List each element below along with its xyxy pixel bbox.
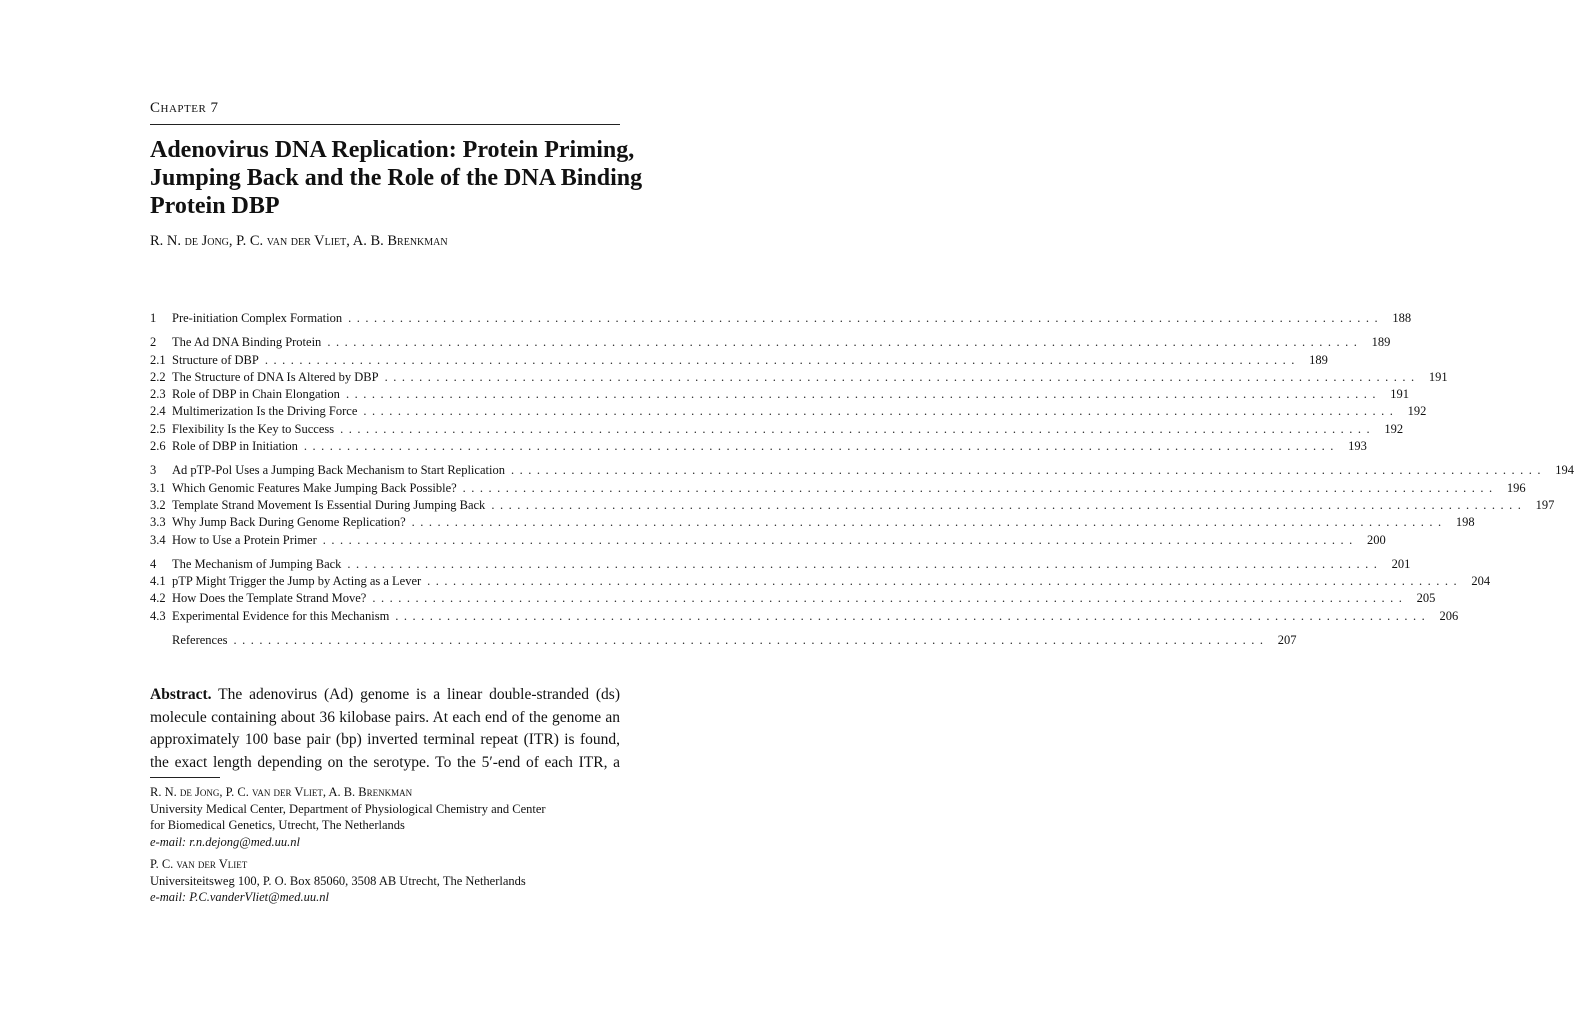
toc-entry-page: 197 (1535, 497, 1555, 512)
toc-entry[interactable] (150, 334, 1391, 351)
toc-entry[interactable] (150, 573, 1491, 590)
toc-entry-page: 191 (1390, 387, 1409, 402)
toc-entry-title: How Does the Template Strand Move? (172, 591, 367, 606)
affiliation-line: for Biomedical Genetics, Utrecht, The Netherlands (150, 818, 405, 832)
toc-entry[interactable] (150, 369, 1448, 386)
toc-entry-title: Role of DBP in Initiation (172, 439, 298, 454)
author-list: R. N. de Jong, P. C. van der Vliet, A. B. Brenkman (150, 233, 448, 249)
toc-entry-number: 2.5 (150, 421, 166, 436)
toc-entry-page: 196 (1506, 480, 1526, 495)
toc-leader-dots: ........................................................................................................................ (327, 335, 1363, 350)
toc-entry[interactable] (150, 480, 1526, 497)
toc-entry-title: Ad pTP-Pol Uses a Jumping Back Mechanism to Start Replication (172, 463, 505, 478)
toc-entry[interactable] (150, 497, 1555, 514)
toc-section (150, 334, 1448, 455)
chapter-label: Chapter 7 (150, 100, 219, 116)
toc-entry-page: 207 (1277, 633, 1297, 648)
abstract-line: molecule containing about 36 kilobase pairs. At each end of the genome an (150, 708, 620, 726)
abstract-line: approximately 100 base pair (bp) inverted terminal repeat (ITR) is found, (150, 731, 620, 748)
toc-entry-number: 3.3 (150, 515, 166, 530)
toc-leader-dots: ........................................................................................................................ (384, 369, 1420, 384)
toc-entry-page: 188 (1392, 311, 1412, 325)
toc-entry-title: Pre-initiation Complex Formation (172, 311, 343, 325)
footnote-rule (150, 777, 220, 778)
toc-entry-page: 201 (1391, 556, 1411, 571)
toc-entry-title: References (172, 633, 228, 648)
toc-leader-dots: ........................................................................................................................ (264, 352, 1300, 367)
toc-leader-dots: ........................................................................................................................ (233, 633, 1269, 648)
abstract (150, 684, 620, 774)
affiliation-names: P. C. van der Vliet (150, 857, 248, 871)
affiliation-line: University Medical Center, Department of Physiological Chemistry and Center (150, 801, 546, 816)
toc-entry-title: Role of DBP in Chain Elongation (172, 387, 340, 402)
toc-leader-dots: ........................................................................................................................ (491, 497, 1527, 512)
toc-entry-number: 2 (150, 335, 157, 350)
toc-entry-title: Experimental Evidence for this Mechanism (172, 608, 390, 623)
toc-entry-page: 200 (1367, 532, 1386, 547)
abstract-line: Abstract. The adenovirus (Ad) genome is a linear double-stranded (ds) (150, 686, 620, 703)
toc-entry-title: Which Genomic Features Make Jumping Back Possible? (172, 480, 457, 495)
email-address[interactable]: P.C.vanderVliet@med.uu.nl (189, 890, 329, 904)
title-line: Adenovirus DNA Replication: Protein Priming, (150, 137, 635, 163)
toc-entry-title: pTP Might Trigger the Jump by Acting as a Lever (172, 574, 422, 589)
toc-entry-number: 3 (150, 463, 157, 478)
toc-entry-number: 2.6 (150, 439, 166, 454)
toc-leader-dots: ........................................................................................................................ (322, 532, 1358, 547)
toc-entry[interactable] (150, 403, 1427, 420)
toc-leader-dots: ........................................................................................................................ (462, 480, 1498, 495)
toc-section (150, 462, 1574, 548)
email-line: e-mail: P.C.vanderVliet@med.uu.nl (150, 890, 329, 904)
author-affiliations (150, 784, 620, 912)
toc-entry-number: 4.1 (150, 574, 166, 589)
toc-entry-title: Structure of DBP (172, 352, 259, 367)
toc-leader-dots: ........................................................................................................................ (347, 556, 1383, 571)
affiliation-block (150, 784, 620, 850)
affiliation-names: R. N. de Jong, P. C. van der Vliet, A. B. Brenkman (150, 785, 413, 799)
toc-entry[interactable] (150, 532, 1386, 549)
toc-leader-dots: ........................................................................................................................ (345, 387, 1381, 402)
toc-entry-title: Multimerization Is the Driving Force (172, 404, 358, 419)
toc-entry-number: 1 (150, 311, 157, 325)
toc-entry[interactable] (150, 438, 1367, 455)
toc-entry-title: The Structure of DNA Is Altered by DBP (172, 369, 379, 384)
toc-entry-page: 193 (1348, 439, 1367, 454)
toc-section (150, 310, 1412, 327)
toc-entry-page: 192 (1407, 404, 1427, 419)
affiliation-block (150, 856, 620, 906)
toc-section (150, 556, 1491, 625)
toc-entry-page: 206 (1439, 608, 1459, 623)
toc-entry[interactable] (150, 556, 1411, 573)
toc-entry-title: The Ad DNA Binding Protein (172, 335, 322, 350)
toc-entry[interactable] (150, 632, 1297, 649)
toc-entry-page: 191 (1428, 369, 1448, 384)
toc-entry-title: Flexibility Is the Key to Success (172, 421, 335, 436)
toc-entry-number: 3.2 (150, 497, 166, 512)
toc-entry[interactable] (150, 590, 1436, 607)
title-line: Protein DBP (150, 193, 280, 219)
chapter-title (150, 136, 643, 220)
toc-leader-dots: ........................................................................................................................ (395, 608, 1431, 623)
toc-entry[interactable] (150, 310, 1412, 327)
toc-entry-number: 4 (150, 556, 157, 571)
toc-entry-number: 2.3 (150, 387, 166, 402)
toc-leader-dots: ........................................................................................................................ (363, 404, 1399, 419)
toc-leader-dots: ........................................................................................................................ (427, 574, 1463, 589)
table-of-contents (150, 310, 1574, 656)
toc-entry-number: 3.1 (150, 480, 166, 495)
toc-leader-dots: ........................................................................................................................ (372, 591, 1408, 606)
abstract-line: the exact length depending on the serotype. To the 5′-end of each ITR, a (150, 753, 620, 771)
abstract-label: Abstract. (150, 686, 212, 703)
toc-entry-page: 198 (1455, 515, 1475, 530)
title-line: Jumping Back and the Role of the DNA Binding (150, 165, 643, 191)
toc-entry-number: 3.4 (150, 532, 166, 547)
email-address[interactable]: r.n.dejong@med.uu.nl (189, 834, 301, 849)
toc-entry-page: 204 (1471, 574, 1491, 589)
toc-entry-page: 194 (1555, 463, 1574, 478)
toc-entry-number: 2.1 (150, 352, 166, 367)
email-line: e-mail: r.n.dejong@med.uu.nl (150, 834, 301, 849)
toc-leader-dots: ........................................................................................................................ (303, 439, 1339, 454)
affiliation-line: Universiteitsweg 100, P. O. Box 85060, 3508 AB Utrecht, The Netherlands (150, 873, 526, 888)
toc-entry[interactable] (150, 462, 1574, 479)
toc-entry[interactable] (150, 352, 1328, 369)
chapter-rule (150, 124, 620, 125)
toc-entry-page: 192 (1384, 421, 1404, 436)
toc-leader-dots: ........................................................................................................................ (411, 515, 1447, 530)
toc-entry-title: The Mechanism of Jumping Back (172, 556, 342, 571)
toc-entry-page: 189 (1371, 335, 1391, 350)
toc-leader-dots: ........................................................................................................................ (340, 421, 1376, 436)
toc-entry-page: 205 (1416, 591, 1436, 606)
toc-entry-number: 4.2 (150, 591, 166, 606)
toc-leader-dots: ........................................................................................................................ (510, 463, 1546, 478)
toc-entry-page: 189 (1309, 352, 1328, 367)
toc-entry-title: Template Strand Movement Is Essential During Jumping Back (172, 497, 486, 512)
book-page (150, 0, 1574, 1024)
toc-entry[interactable] (150, 514, 1475, 531)
toc-entry-number: 2.2 (150, 369, 166, 384)
toc-leader-dots: ........................................................................................................................ (348, 311, 1384, 325)
toc-entry[interactable] (150, 386, 1409, 403)
toc-entry[interactable] (150, 608, 1459, 625)
toc-entry[interactable] (150, 421, 1404, 438)
toc-entry-title: How to Use a Protein Primer (172, 532, 317, 547)
toc-section (150, 632, 1297, 649)
toc-entry-number: 2.4 (150, 404, 166, 419)
toc-entry-number: 4.3 (150, 608, 166, 623)
toc-entry-title: Why Jump Back During Genome Replication? (172, 515, 406, 530)
